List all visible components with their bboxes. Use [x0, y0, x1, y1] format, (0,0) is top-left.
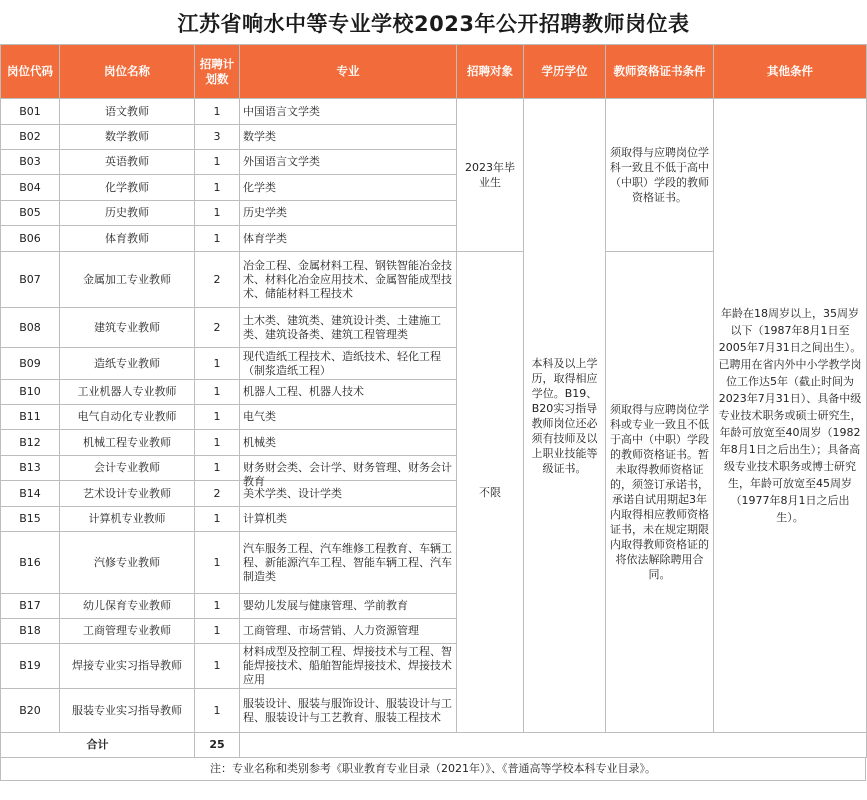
header-edu: 学历学位: [524, 45, 606, 99]
cell-count: 1: [195, 689, 240, 733]
cell-count: 3: [195, 125, 240, 150]
cell-code: B03: [1, 150, 60, 175]
cell-name: 艺术设计专业教师: [60, 481, 195, 507]
table-row: [1, 99, 867, 125]
header-code: 岗位代码: [1, 45, 60, 99]
header-major: 专业: [240, 45, 457, 99]
cell-name: 工业机器人专业教师: [60, 380, 195, 405]
cell-code: B11: [1, 405, 60, 430]
footnote: 注：专业名称和类别参考《职业教育专业目录（2021年）》、《普通高等学校本科专业目录》。: [0, 758, 866, 781]
cell-count: 1: [195, 348, 240, 380]
cell-name: 计算机专业教师: [60, 507, 195, 532]
total-row: [1, 733, 867, 758]
cell-major: 计算机类: [240, 507, 457, 532]
cell-name: 体育教师: [60, 226, 195, 252]
cell-name: 语文教师: [60, 99, 195, 125]
cell-major: 外国语言文学类: [240, 150, 457, 175]
cell-name: 工商管理专业教师: [60, 619, 195, 644]
cell-count: 1: [195, 594, 240, 619]
cell-major: 机械类: [240, 430, 457, 456]
cell-count: 1: [195, 507, 240, 532]
cell-major: [240, 348, 457, 380]
cell-count: 1: [195, 456, 240, 481]
total-count: 25: [195, 733, 240, 758]
cell-major: [240, 456, 457, 488]
cell-code: B07: [1, 252, 60, 308]
cell-cert-b: 须取得与应聘岗位学科或专业一致且不低于高中（中职）学段的教师资格证书。暂未取得教师资格证的，须签订承诺书，承诺自试用期起3年内取得相应教师资格证书，未在规定期限内取得教师资格证的将依法解除聘用合同。: [606, 252, 714, 733]
cell-major: 中国语言文学类: [240, 99, 457, 125]
cell-major: 机器人工程、机器人技术: [240, 380, 457, 405]
cell-major: 服装设计、服装与服饰设计、服装设计与工程、服装设计与工艺教育、服装工程技术: [240, 689, 457, 733]
header-count: 招聘计划数: [195, 45, 240, 99]
cell-code: B15: [1, 507, 60, 532]
header-name: 岗位名称: [60, 45, 195, 99]
cell-name: 英语教师: [60, 150, 195, 175]
cell-name: 化学教师: [60, 175, 195, 201]
cell-code: B19: [1, 644, 60, 689]
table-header-row: [1, 45, 867, 99]
cell-code: B01: [1, 99, 60, 125]
cell-count: 1: [195, 226, 240, 252]
cell-name: 幼儿保育专业教师: [60, 594, 195, 619]
cell-code: B17: [1, 594, 60, 619]
cell-major: 汽车服务工程、汽车维修工程教育、车辆工程、新能源汽车工程、智能车辆工程、汽车制造类: [240, 532, 457, 594]
cell-count: 1: [195, 405, 240, 430]
cell-name: 服装专业实习指导教师: [60, 689, 195, 733]
header-cert: 教师资格证书条件: [606, 45, 714, 99]
cell-name: 电气自动化专业教师: [60, 405, 195, 430]
major-text: 财务财会类、会计学、财务管理、财务会计教育: [243, 461, 452, 488]
cell-major: 美术学类、设计学类: [240, 481, 457, 507]
cell-code: B16: [1, 532, 60, 594]
cell-code: B10: [1, 380, 60, 405]
cell-target-graduates: 2023年毕业生: [457, 99, 524, 252]
cell-name: 焊接专业实习指导教师: [60, 644, 195, 689]
cell-count: 1: [195, 532, 240, 594]
cell-name: 建筑专业教师: [60, 308, 195, 348]
major-text: 材料成型及控制工程、焊接技术与工程、智能焊接技术、船舶智能焊接技术、焊接技术应用: [243, 645, 452, 686]
cell-count: 2: [195, 481, 240, 507]
cell-code: B04: [1, 175, 60, 201]
total-empty: [240, 733, 867, 758]
cell-major: 体育学类: [240, 226, 457, 252]
cell-code: B12: [1, 430, 60, 456]
cell-name: 数学教师: [60, 125, 195, 150]
cell-major: 化学类: [240, 175, 457, 201]
cell-name: 造纸专业教师: [60, 348, 195, 380]
cell-major: 数学类: [240, 125, 457, 150]
page-title: 江苏省响水中等专业学校2023年公开招聘教师岗位表: [177, 12, 690, 36]
cell-name: 汽修专业教师: [60, 532, 195, 594]
cell-count: 2: [195, 308, 240, 348]
cell-count: 1: [195, 380, 240, 405]
cell-major: 土木类、建筑类、建筑设计类、土建施工类、建筑设备类、建筑工程管理类: [240, 308, 457, 348]
cell-other-conditions: 年龄在18周岁以上，35周岁以下（1987年8月1日至2005年7月31日之间出生）。已聘用在省内外中小学教学岗位工作达5年（截止时间为2023年7月31日）、具备中级专业技术职务或硕士研究生，年龄可放宽至40周岁（1982年8月1日之后出生）；具备高级专业技术职务或博士研究生，年龄可放宽至45周岁（1977年8月1日之后出生）。: [714, 99, 867, 733]
cell-code: B14: [1, 481, 60, 507]
cell-code: B20: [1, 689, 60, 733]
cell-code: B05: [1, 201, 60, 226]
cell-cert-a: 须取得与应聘岗位学科一致且不低于高中（中职）学段的教师资格证书。: [606, 99, 714, 252]
major-text: 现代造纸工程技术、造纸技术、轻化工程（制浆造纸工程）: [243, 349, 441, 377]
cell-count: 2: [195, 252, 240, 308]
cell-major: 婴幼儿发展与健康管理、学前教育: [240, 594, 457, 619]
cell-count: 1: [195, 430, 240, 456]
cell-major: [240, 644, 457, 689]
cell-count: 1: [195, 150, 240, 175]
cell-code: B18: [1, 619, 60, 644]
cell-code: B09: [1, 348, 60, 380]
header-other: 其他条件: [714, 45, 867, 99]
cell-count: 1: [195, 201, 240, 226]
cell-count: 1: [195, 175, 240, 201]
cell-name: 会计专业教师: [60, 456, 195, 481]
cell-education: 本科及以上学历，取得相应学位。B19、B20实习指导教师岗位还必须有技师及以上职业技能等级证书。: [524, 99, 606, 733]
cell-major: 历史学类: [240, 201, 457, 226]
cell-major: 电气类: [240, 405, 457, 430]
cell-count: 1: [195, 619, 240, 644]
cell-code: B08: [1, 308, 60, 348]
cell-name: 历史教师: [60, 201, 195, 226]
total-label: 合计: [1, 733, 195, 758]
cell-code: B13: [1, 456, 60, 481]
cell-major: 冶金工程、金属材料工程、钢铁智能冶金技术、材料化冶金应用技术、金属智能成型技术、储能材料工程技术: [240, 252, 457, 308]
positions-table: [0, 44, 867, 758]
cell-count: 1: [195, 99, 240, 125]
cell-code: B06: [1, 226, 60, 252]
header-target: 招聘对象: [457, 45, 524, 99]
cell-target-any: 不限: [457, 252, 524, 733]
cell-major: 工商管理、市场营销、人力资源管理: [240, 619, 457, 644]
cell-name: 金属加工专业教师: [60, 252, 195, 308]
cell-name: 机械工程专业教师: [60, 430, 195, 456]
cell-code: B02: [1, 125, 60, 150]
cell-count: 1: [195, 644, 240, 689]
